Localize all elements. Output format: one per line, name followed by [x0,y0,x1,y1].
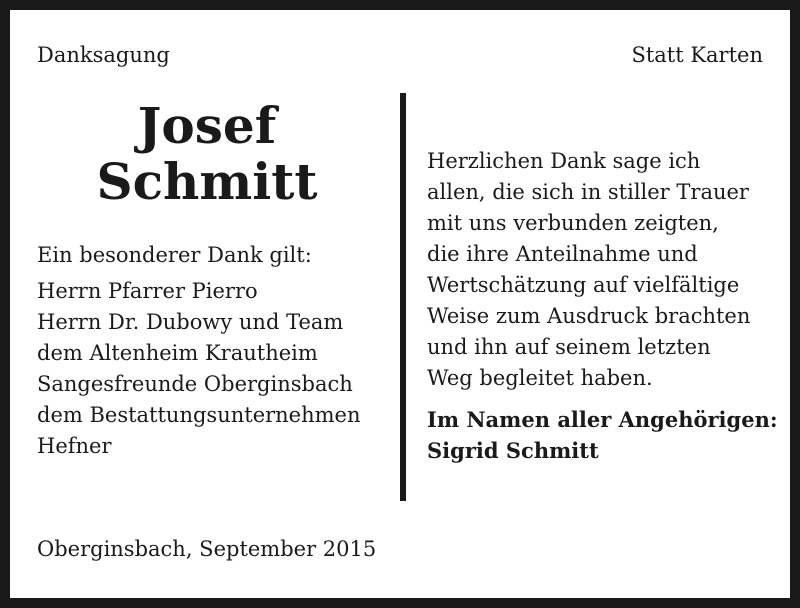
message-line: die ihre Anteilnahme und [427,242,698,266]
message-line: Herzlichen Dank sage ich [427,149,701,173]
thanks-list [37,276,361,462]
message-line: Weg begleitet haben. [427,366,653,390]
message-line: Weise zum Ausdruck brachten [427,304,751,328]
thank-you-message [427,146,750,394]
heading-danksagung: Danksagung [37,43,170,67]
list-item: Sangesfreunde Oberginsbach [37,372,353,396]
signature-line: Im Namen aller Angehörigen: [427,407,778,432]
heading-statt-karten: Statt Karten [631,43,763,67]
message-line: Wertschätzung auf vielfältige [427,273,740,297]
list-item: dem Altenheim Krautheim [37,341,318,365]
list-item: Herrn Dr. Dubowy und Team [37,310,344,334]
place-date: Oberginsbach, September 2015 [37,537,377,561]
list-item: Hefner [37,434,112,458]
thanks-intro: Ein besonderer Dank gilt: [37,243,312,267]
message-line: mit uns verbunden zeigten, [427,211,719,235]
list-item: Herrn Pfarrer Pierro [37,279,258,303]
signature [427,404,778,466]
column-divider [400,93,406,501]
last-name: Schmitt [96,152,318,211]
message-line: und ihn auf seinem letzten [427,335,711,359]
message-line: allen, die sich in stiller Trauer [427,180,749,204]
signature-name: Sigrid Schmitt [427,438,599,463]
first-name: Josef [137,96,277,155]
deceased-name [37,98,377,210]
list-item: dem Bestattungsunternehmen [37,403,361,427]
